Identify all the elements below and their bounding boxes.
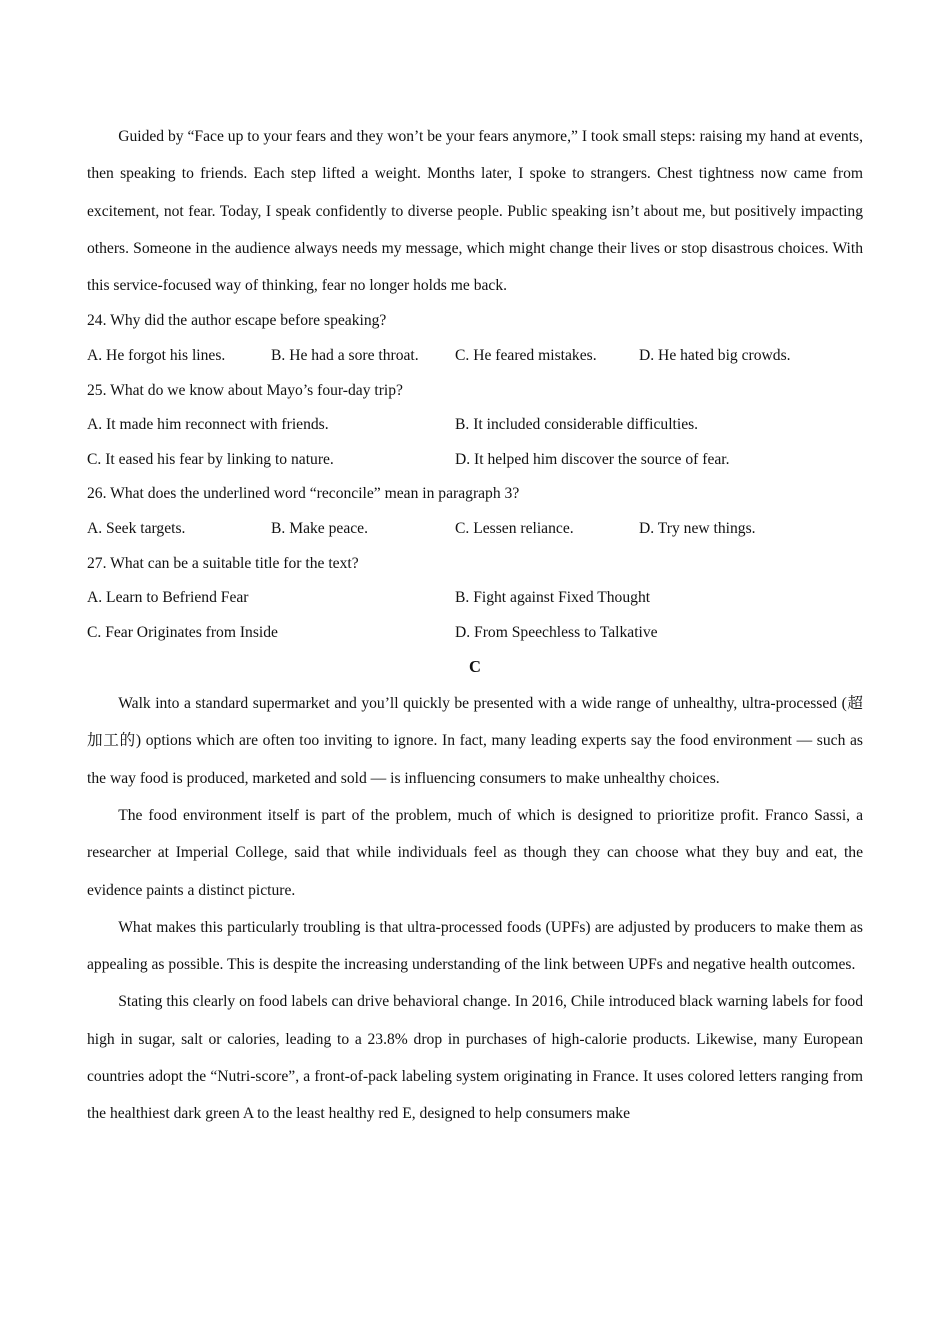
option-a: A. He forgot his lines. bbox=[87, 347, 226, 365]
answer-options bbox=[87, 512, 863, 547]
option-a: A. Learn to Befriend Fear bbox=[87, 589, 249, 607]
answer-options bbox=[87, 339, 863, 374]
option-c: C. Lessen reliance. bbox=[455, 520, 574, 538]
option-c: C. He feared mistakes. bbox=[455, 347, 597, 365]
answer-options-row-2 bbox=[87, 616, 863, 651]
document-page bbox=[87, 118, 863, 1133]
option-a: A. It made him reconnect with friends. bbox=[87, 416, 329, 434]
option-a: A. Seek targets. bbox=[87, 520, 186, 538]
question-stem: 24. Why did the author escape before speaking? bbox=[87, 312, 387, 330]
answer-options-row-1 bbox=[87, 408, 863, 443]
question-26 bbox=[87, 477, 863, 546]
passage-b-final-paragraph: Guided by “Face up to your fears and they won’t be your fears anymore,” I took small steps: raising my hand at events, then speaking to friends. Each step lifted a weight. Months later, I spoke to strangers. Chest tightness now came from excitement, not fear. Today, I speak confidently to diverse people. Public speaking isn’t about me, but positively impacting others. Someone in the audience always needs my message, which might change their lives or stop disastrous choices. With this service-focused way of thinking, fear no longer holds me back. bbox=[87, 128, 863, 295]
option-b: B. He had a sore throat. bbox=[271, 347, 419, 365]
question-27 bbox=[87, 547, 863, 651]
answer-options-row-1 bbox=[87, 581, 863, 616]
question-stem: 27. What can be a suitable title for the text? bbox=[87, 554, 359, 572]
option-b: B. Fight against Fixed Thought bbox=[455, 589, 651, 607]
passage-c-paragraph-1: Walk into a standard supermarket and you’ll quickly be presented with a wide range of unhealthy, ultra-processed (超加工的) options which are often too inviting to ignore. In fact, many leading experts say the food environment — such as the way food is produced, marketed and sold — is influencing consumers to make unhealthy choices. bbox=[87, 695, 863, 787]
option-c: C. It eased his fear by linking to nature. bbox=[87, 450, 334, 468]
option-d: D. Try new things. bbox=[639, 520, 756, 538]
option-d: D. It helped him discover the source of fear. bbox=[455, 450, 730, 468]
option-b: B. It included considerable difficulties. bbox=[455, 416, 699, 434]
option-d: D. From Speechless to Talkative bbox=[455, 623, 658, 641]
answer-options-row-2 bbox=[87, 443, 863, 478]
question-stem: 25. What do we know about Mayo’s four-day trip? bbox=[87, 381, 403, 399]
passage-c-body bbox=[87, 685, 863, 1133]
passage-c-heading: C bbox=[469, 657, 481, 677]
passage-c-paragraph-4: Stating this clearly on food labels can drive behavioral change. In 2016, Chile introduced black warning labels for food high in sugar, salt or calories, leading to a 23.8% drop in purchases of high-calorie products. Likewise, many European countries adopt the “Nutri-score”, a front-of-pack labeling system originating in France. It uses colored letters ranging from the healthiest dark green A to the least healthy red E, designed to help consumers make bbox=[87, 993, 863, 1123]
option-d: D. He hated big crowds. bbox=[639, 347, 791, 365]
passage-c-paragraph-3: What makes this particularly troubling is that ultra-processed foods (UPFs) are adjusted by producers to make them as appealing as possible. This is despite the increasing understanding of the link between UPFs and negative health outcomes. bbox=[87, 918, 863, 974]
option-b: B. Make peace. bbox=[271, 520, 368, 538]
question-25 bbox=[87, 374, 863, 478]
option-c: C. Fear Originates from Inside bbox=[87, 623, 278, 641]
question-24 bbox=[87, 304, 863, 373]
question-stem: 26. What does the underlined word “reconcile” mean in paragraph 3? bbox=[87, 485, 520, 503]
passage-c-paragraph-2: The food environment itself is part of the problem, much of which is designed to prioritize profit. Franco Sassi, a researcher at Imperial College, said that while individuals feel as though they can choose what they buy and eat, the evidence paints a distinct picture. bbox=[87, 806, 863, 899]
